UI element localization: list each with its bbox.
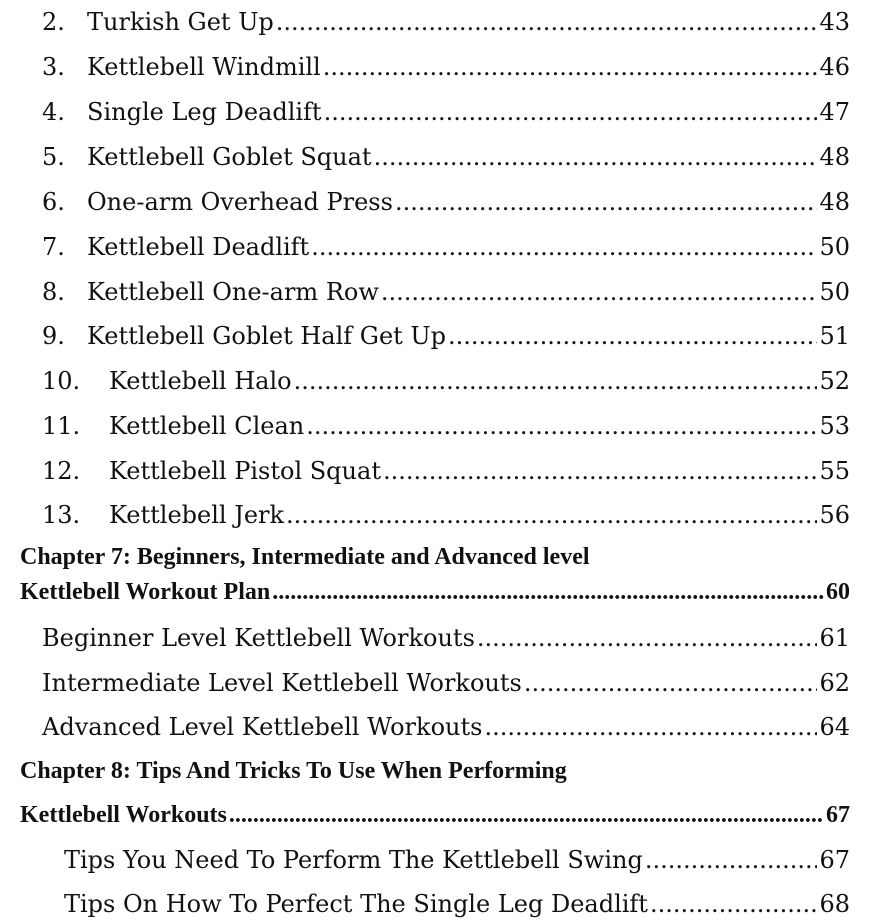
dot-leader [381,278,818,306]
toc-entry-page: 51 [819,322,850,350]
dot-leader [323,53,818,81]
toc-section-entry[interactable] [42,669,850,697]
chapter-7-heading-line1[interactable]: Chapter 7: Beginners, Intermediate and Advanced level [20,544,590,570]
toc-entry-number: 11. [42,412,81,440]
toc-section-entry[interactable] [42,713,850,741]
toc-entry-title: Kettlebell Goblet Half Get Up [87,322,447,350]
chapter-8-page: 67 [826,802,850,828]
toc-entry-title: Kettlebell Jerk [109,501,285,529]
dot-leader [276,8,818,36]
toc-section-title: Tips You Need To Perform The Kettlebell Swing [64,846,643,874]
toc-section-title: Beginner Level Kettlebell Workouts [42,624,475,652]
toc-entry[interactable] [42,53,850,81]
toc-section-page: 68 [819,890,850,918]
toc-entry-page: 50 [819,278,850,306]
toc-entry-number: 5. [42,143,65,171]
toc-entry-title: One-arm Overhead Press [87,188,393,216]
toc-entry[interactable] [42,367,850,395]
chapter-8-title: Kettlebell Workouts [20,802,227,828]
toc-entry[interactable] [42,8,850,36]
toc-entry-page: 43 [819,8,850,36]
dot-leader [374,143,818,171]
toc-entry-page: 56 [819,501,850,529]
dot-leader [524,669,818,697]
toc-entry[interactable] [42,501,850,529]
dot-leader [294,367,818,395]
toc-entry-number: 10. [42,367,81,395]
toc-section-entry[interactable] [64,846,850,874]
toc-section-page: 62 [819,669,850,697]
dot-leader [383,457,817,485]
toc-section-page: 64 [819,713,850,741]
toc-entry-number: 9. [42,322,65,350]
chapter-7-entry[interactable] [20,579,850,606]
toc-entry-number: 2. [42,8,65,36]
toc-entry-number: 8. [42,278,65,306]
toc-entry-page: 53 [819,412,850,440]
dot-leader [484,713,817,741]
toc-section-title: Intermediate Level Kettlebell Workouts [42,669,522,697]
toc-entry[interactable] [42,457,850,485]
toc-entry-number: 13. [42,501,81,529]
toc-entry-number: 12. [42,457,81,485]
chapter-7-title: Kettlebell Workout Plan [20,579,271,605]
toc-entry-number: 3. [42,53,65,81]
toc-entry[interactable] [42,278,850,306]
toc-entry[interactable] [42,188,850,216]
toc-entry[interactable] [42,143,850,171]
toc-entry-title: Kettlebell Windmill [87,53,321,81]
chapter-8-entry[interactable] [20,802,850,829]
toc-entry[interactable] [42,98,850,126]
dot-leader [306,412,817,440]
toc-entry-page: 55 [819,457,850,485]
toc-entry-number: 6. [42,188,65,216]
dot-leader [286,501,817,529]
toc-entry-page: 47 [819,98,850,126]
toc-entry-title: Kettlebell Deadlift [87,233,310,261]
toc-section-page: 61 [819,624,850,652]
toc-entry-title: Single Leg Deadlift [87,98,322,126]
toc-entry-page: 48 [819,188,850,216]
dot-leader [448,322,817,350]
chapter-7-page: 60 [826,579,850,605]
toc-entry-page: 48 [819,143,850,171]
dot-leader [395,188,818,216]
toc-entry[interactable] [42,322,850,350]
toc-entry-title: Kettlebell Halo [109,367,292,395]
toc-section-entry[interactable] [64,890,850,918]
toc-entry-title: Kettlebell Clean [109,412,305,440]
toc-entry-page: 50 [819,233,850,261]
toc-entry-title: Turkish Get Up [87,8,274,36]
dot-leader [645,846,818,874]
toc-entry-page: 46 [819,53,850,81]
dot-leader [477,624,818,652]
toc-entry-title: Kettlebell One-arm Row [87,278,379,306]
chapter-8-heading-line1[interactable]: Chapter 8: Tips And Tricks To Use When Performing [20,758,567,784]
toc-section-entry[interactable] [42,624,850,652]
dot-leader [229,802,824,829]
dot-leader [650,890,818,918]
toc-section-title: Tips On How To Perfect The Single Leg Deadlift [64,890,648,918]
toc-entry-title: Kettlebell Goblet Squat [87,143,372,171]
dot-leader [324,98,818,126]
toc-entry-title: Kettlebell Pistol Squat [109,457,381,485]
toc-section-page: 67 [819,846,850,874]
toc-entry[interactable] [42,412,850,440]
dot-leader [311,233,817,261]
toc-entry-number: 7. [42,233,65,261]
toc-section-title: Advanced Level Kettlebell Workouts [42,713,483,741]
toc-entry-page: 52 [819,367,850,395]
toc-entry-number: 4. [42,98,65,126]
dot-leader [272,579,824,606]
toc-entry[interactable] [42,233,850,261]
